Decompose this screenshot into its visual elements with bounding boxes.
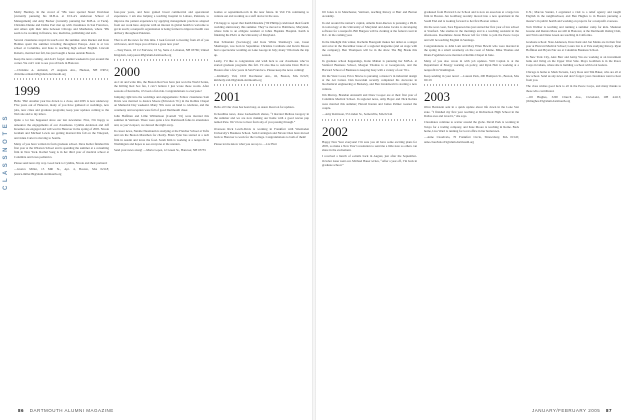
class-note-paragraph: —Amy Robinson, 55 Linden St., Somerville, MA 02144 [322,112,393,117]
class-year-heading: 2000 [114,63,140,79]
year-divider [114,59,209,61]
class-note-paragraph: Lastly, I’d like to congratulate and wish luck to our classmates who’ve started graduate programs this fall. I’d also like to welcome Dave Holl to Boston after a few years in San Francisco. Please keep the news coming! [214,58,309,72]
text-column-3 [214,10,309,402]
class-note-paragraph: On the West Coast, Erica Shreve is pursuing a master’s in industrial design at the Art Center. Dan Kowalski recently completed his doctorate in biochemical engineering at Berkeley, and Ben Lindenwald is starting a new venture. [322,73,417,91]
class-note-paragraph: Jim Murray, Brendan Antonelli and Drew Cooper are at their first year of Columbia Medical School. In regional news, Amy Boyer and Nick Robles were married this summer; Harold Kieran and James Palmer toasted the couple. [322,93,417,110]
class-note-paragraph: Hello all! Our class has been busy, as usual. Read on for updates. [214,105,295,110]
class-note-paragraph: That is all the news for this time. I look forward to hearing from all of you with news, and I hope you all have a great new year! [114,37,209,47]
class-note-paragraph: Games or septennium.com in the near future. In Vail I’m continuing to venture out and working as a staff doctor in the area. [214,10,309,19]
class-note-paragraph: In career news, Natalie Nussbaum is studying at the Fletcher School at Tufts and ran the Boston Marathon for charity. Brian Tyler has started at a tech firm in Austin and loves the food. Sarah Kim is working at a nonprofit in Washington and hopes to see everyone at the reunion. [114,128,209,146]
class-note-paragraph: Several classmates stayed in touch over the summer. Alex Rucker and Kate Holmes spent the summer traveling throughout Europe. Alex is at law school at Columbia, and Kate is teaching high school English. Lincoln Roberts, married last fall, has just bought a house outside Boston. [14,37,109,55]
text-column-6 [526,10,621,402]
right-page-number: 87 [605,408,612,413]
class-note-paragraph: As I sit and write this, the Boston Red Sox have just won the World Series, the Killing Red Sox fan, I can’t believe I just wrote those words. After seasons of heartache, it’s been a fun ride. Congratulations to everyone! [114,79,209,93]
class-note-paragraph: In the limelight this winter, Rachelle Bourgault makes her debut as a singer and actor in the December issue of a regional magazine (and on stage with the company). Ben Thompson will be in the show The Big Break this season. [322,39,417,57]
class-note-paragraph: In graduate school happenings, Katie Mahon is pursuing her M.B.A. at Stanford Business School, Morgan Thomas is at Georgetown, and the Harvard School of Business is keeping busy with a variety of our ’01s. [322,58,417,72]
text-column-5 [424,10,519,402]
class-note-paragraph: The class wishes good luck to all in the Peace Corps, and many thanks to those who contributed. [526,84,621,93]
class-note-paragraph: —Jessica Miller, 15 Mill St., Apt. 4, Boston, MA 02118; jessica.miller.99@alum.dartmouth.org [14,167,109,176]
class-note-paragraph: Many of you also wrote in with job updates. Will Caplan is at the Department of Energy working on policy, and Ryan Holt is working at a nonprofit in Washington. [424,58,519,72]
class-note-paragraph: Happy New Year everyone! I’m sure you all have some exciting plans for 2005, so make a New Year’s resolution to send me a little note so others can share in the excitement. [322,139,417,153]
class-note-paragraph: U.N.; Marcus Sander, I organized a visit to a relief agency and taught English in the neighborhood, and Ben Hughes is in Boston pursuing a master’s in public health and working on projects for a nonprofit overseas. [526,10,621,23]
section-tab-label: C L A S S N O T E S [3,115,9,190]
class-note-paragraph: Tom Webber is teaching and running a summer camp for kids. Shannon Greene and Renata Moss are still in Hanover, at the Dartmouth Outing Club, and Tricia and Dana Green are teaching in California. [526,24,621,38]
class-note-paragraph: John Hoffman and Lillie Williamson (Cornell ’01) were married this summer in Vermont. There were quite a few Dartmouth folks in attendance and, as you’d expect, we danced the night away. [114,114,209,127]
class-note-paragraph: Congratulations to John Lam and Mary Ellen Hewitt who were married in the spring in a small ceremony on the coast of Maine. Mike Thomas and Diana Fogelman were married at Rollins Chapel in June. [424,44,519,57]
class-note-paragraph: Jumping right into the weddings and engagements: Fellow classmates Sam Davis was married to Jessica Moore (Princeton ’01) in the Rollins Chapel on Memorial Day weekend. Many ’00s were on hand to celebrate, and the ceremony and reception were full of good Dartmouth cheer. [114,94,209,112]
class-note-paragraph: In New York City, Alex Barr and Jenny Wu are working at an investment bank and living on the Upper West Side. Maya Goldman is in the Peace Corps in Ghana, where she is building a school with local leaders. [526,54,621,68]
text-column-2 [114,10,209,402]
class-note-paragraph: Overseas Rick Lesch-Davis is working in Frankfurt with Wiesbaden University’s Business School. Sam Carrington and Nicole Chen have moved back to Hanover to work for the College. Congratulations to both of them! [214,126,309,140]
left-page-number: 86 [18,408,25,413]
class-note-paragraph: —Tony Perez, 18 1/2 Fairview, 10 Sq, Suite 2, Lebanon, NH 03766; United Kingdom, tony.perez.98@alum.dartmouth.org [114,48,209,57]
class-note-paragraph: Dan Schneider (Sociology) and Kate White Shanberg’s son, Jason Shanberger, was born in September. Christina Cardinale and Kevin Moore had a spectacular wedding on Lake George in July; many ’00s made the trip up. [214,39,309,57]
class-note-paragraph: Classmates continue to scatter around the globe. David Park is working in Tokyo for a trading company, and Kate Moore is teaching in Rome. Back home, Lisa Ward is running for local office in her hometown. [424,120,519,133]
class-year-heading: 2002 [322,123,348,139]
class-note-paragraph: In and around the nation’s capital, Amelia Katz-Reeves is pursuing a Ph.D. in toxicology at the University of Maryland and Anna Jacobs is developing software for a nonprofit. Bill Burgess will be clerking at the federal court in D.C. in the coming year. [322,20,417,38]
text-column-4 [322,10,417,402]
right-page-title: JANUARY/FEBRUARY 2005 [531,408,601,413]
class-note-paragraph: Graduate school: Nate Anderson, Dave Kent and Jon Marks are in their first year at Harvard Medical School; Laura Lin is at Yale studying history. Ryan Hoffman and Bryan Fair are at Columbia Business School. [526,39,621,53]
class-note-paragraph: Send your news along! —Maria Lopez, 12 Green St., Hanover, NH 03755 [114,148,206,153]
class-note-paragraph: In headline news, Jesse Luckenbach shares, “I married Melissa Gregory in the summer and we are now making our home with a good rescue pup named Pete. We’d love to hear from any of you passing through.” [214,111,309,125]
class-note-paragraph: —Jill Hughes, 3200 Church Ave., Cleveland, OH 44113; jill.hughes.03@alum.dartmouth.org [526,95,621,104]
class-note-paragraph: —Christine A. Armand, 27 Augusta Ave., Hudson, NH 03051; christine.armand.98@alum.dartmouth.org [14,67,109,76]
left-page-title: DARTMOUTH ALUMNI MAGAZINE [29,408,114,413]
class-year-heading: 2001 [214,89,240,105]
class-note-paragraph: I’m happy to report that Keith Dinsdale (’99 Phillips) celebrated their fourth wedding anniversary this summer. They’ve moved to Baltimore, Maryland, where Julia is an obligate resident at Johns Hopkins Hospital. Keith is finishing his Ph.D. at the University of Maryland. [214,20,309,38]
class-note-paragraph: Jill Jones is in Manchester, Vermont, teaching history at Burr and Burton Academy. [322,10,417,19]
right-page-footer [532,408,616,413]
section-tab [3,20,11,190]
class-note-paragraph: Hello ’99s! Another year has drawn to a close, and 2005 is now underway. Five years out of Hanover, many of you have gathered at weddings, new jobs, new cities and graduate programs; keep your updates coming to the Web site and to my inbox. [14,99,109,117]
class-note-paragraph: Molly Hershey. In the crowd of ’98s were spotted Stuart Davidson (currently pursuing his M.B.A. at UCLA’s Anderson School of Management) and Amy Becker (currently pursuing her M.B.A. at Tuck). Christina Dunne and Dallas Port met up with classmates in San Francisco, and others split their time between Chicago and Manhattan, where ’98s seem to be working in finance, law, medicine, publishing and tech. [14,10,109,36]
page-gutter [312,0,316,420]
class-note-paragraph: Keep the news coming, and don’t forget: alumni weekend is just around the corner. We can’t wait to see you all back in Hanover. [14,56,109,66]
class-note-paragraph: —Anne Cloudvalo, 70 Frankfurt Circle, Shrewsbury, MA 01545; anne.cloudvalo.03@alum.dartmouth.org [424,135,519,144]
text-column-1 [14,10,109,402]
class-note-paragraph: four-year years, and have gained broad commercial and operational experience. I am also helping a teaching hospital in Lahore, Pakistan, to improve the patient experience by applying management practices adapted from our work here. Anyone with an interest in global health is welcome to get in touch; a nonprofit organization is being formed to improve health care delivery throughout Pakistan. [114,10,209,36]
class-note-paragraph: On the west coast, Sara Epperson has just started her first year of law school at Stanford. She studies in the mornings and is a teaching assistant in the afternoons. Roommate Jessie Bower left for Chile to join the Peace Corps and will be teaching English in Santiago. [424,24,519,42]
class-note-paragraph: graduated from Harvard Law School and is now an associate at a large law firm in Boston. Jen Goldberg recently moved into a new apartment in the South End and is looking forward to her first Boston winter. [424,10,519,23]
year-divider [14,78,109,80]
class-note-paragraph: Quite a lot has happened since our last newsletter. First, I’m happy to announce the engagements of our classmates. Cynthia Anderson and Jeff Kraemer are engaged and will wed in Hanover in the spring of 2005. Nicole Graham and Michael Lewis are getting married this fall on the Vineyard, and Jenna Carter is moving to Seattle. [14,118,109,140]
class-note-paragraph: Please send news my way. Good luck to Cynthia, Nicole and their partners! [14,161,108,166]
class-note-paragraph: Olive Bernstein sent in a quick update about life down in the Lone Star state. “I finished my first year teaching at Richardson High School in the Dallas area and loved it,” she says. [424,105,519,119]
class-year-heading: 2003 [424,89,450,105]
class-note-paragraph: Keep sending in your news! —Lauren Park, 200 Hampton St., Boston, MA 02119 [424,73,519,83]
year-divider [424,84,519,86]
class-year-heading: 1999 [14,83,40,99]
left-page-footer [14,408,114,413]
class-note-paragraph: Chicago is home to Mark Stevens, Lucy Ross and Tim Baker, who are all at law school. Send us any news and don’t forget: your classmates want to hear from you. [526,69,621,83]
class-note-paragraph: Please let me know what you are up to. —Liz Hart [214,141,277,146]
class-note-paragraph: —Kimberly Vail, 1010 Dorchester Ave., #2, Boston, MA 02125; kimberly.vail.00@alum.dartmouth.org [214,73,309,83]
year-divider [322,119,417,121]
class-note-paragraph: Many of you have written in from graduate school. Dave Keller finished his first year at the Wharton School and is spending the summer at a consulting firm in New York. Rachel Song is in her third year of medical school at Columbia and loves pediatrics. [14,141,109,159]
year-divider [214,84,309,86]
class-note-paragraph: I received a bunch of e-mails back in August, just after the September-October issue went out. Michael Bauer writes, “After a year off, I’m back in graduate school.” [322,154,417,168]
